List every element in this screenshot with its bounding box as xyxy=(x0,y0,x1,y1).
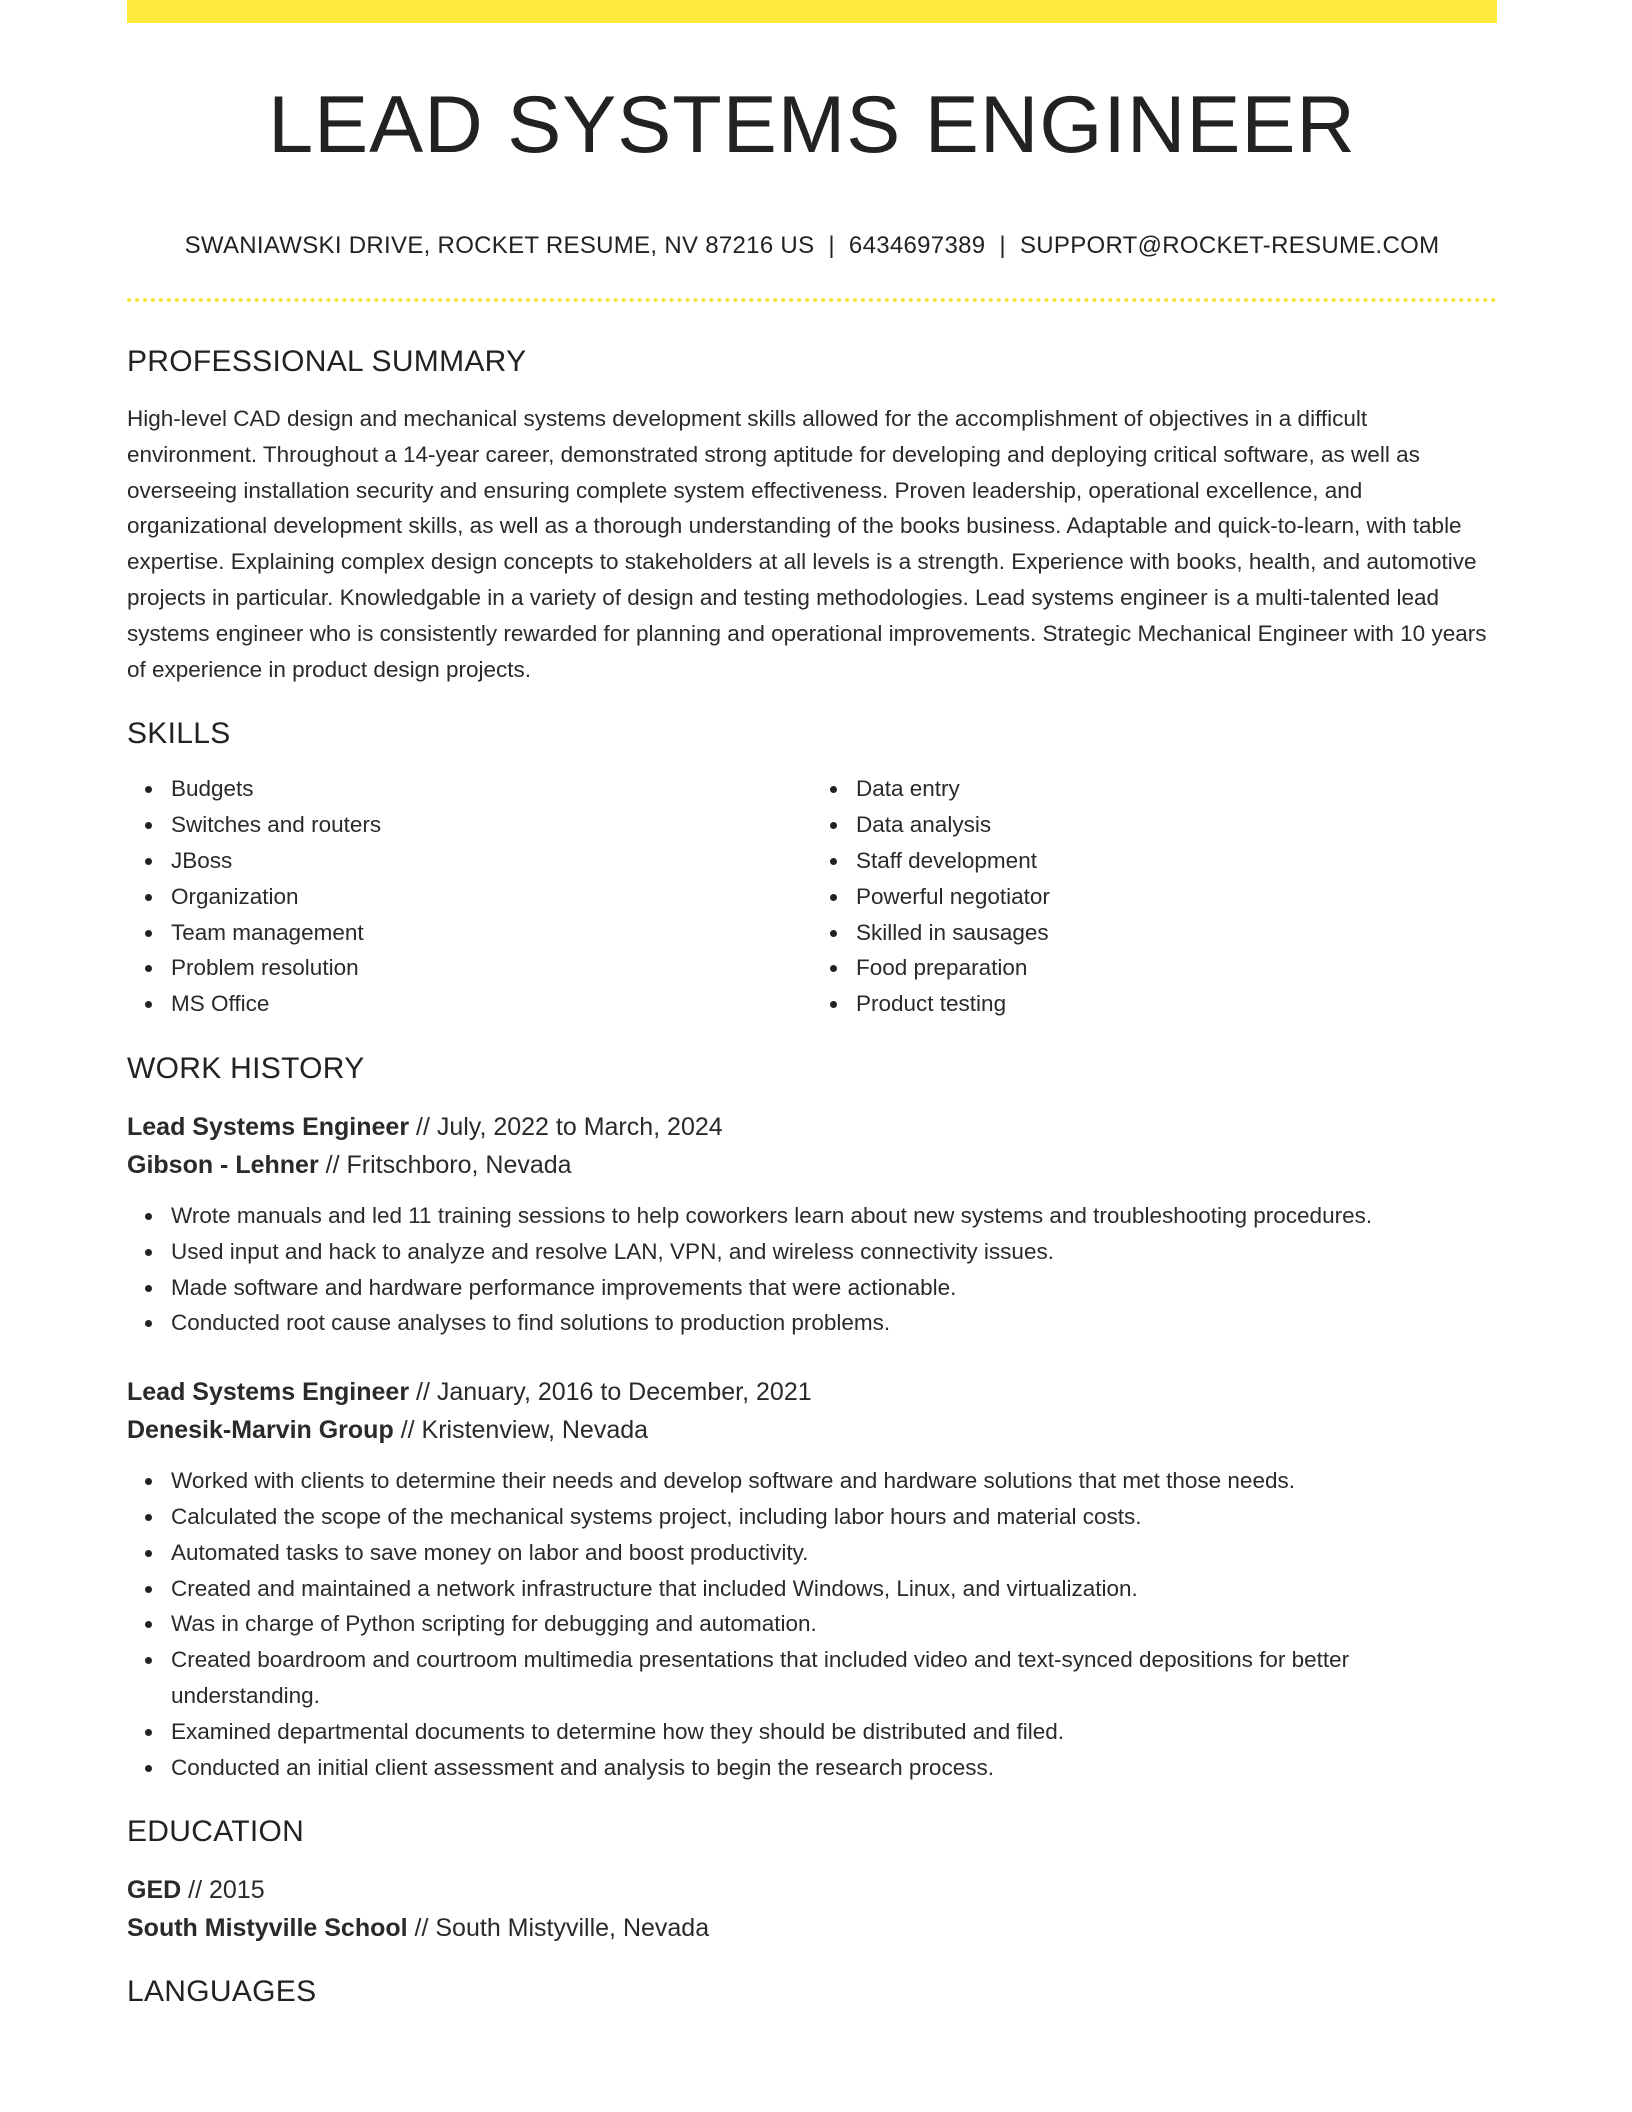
dotted-divider xyxy=(127,298,1497,302)
skill-item: Organization xyxy=(171,879,812,915)
skills-left-list xyxy=(127,771,812,1022)
work-heading: WORK HISTORY xyxy=(127,1051,365,1085)
contact-separator: | xyxy=(828,232,835,259)
skill-item: Staff development xyxy=(856,843,1497,879)
job-bullet: Created and maintained a network infrastructure that included Windows, Linux, and virtualization. xyxy=(171,1571,1497,1607)
job-role: Lead Systems Engineer xyxy=(127,1112,410,1141)
skill-item: MS Office xyxy=(171,986,812,1022)
job-dates: // July, 2022 to March, 2024 xyxy=(416,1112,723,1141)
skill-item: Food preparation xyxy=(856,950,1497,986)
contact-address: SWANIAWSKI DRIVE, ROCKET RESUME, NV 87216 US xyxy=(184,232,815,259)
summary-heading: PROFESSIONAL SUMMARY xyxy=(127,345,527,378)
resume-name: LEAD SYSTEMS ENGINEER xyxy=(268,80,1356,170)
job-bullet: Wrote manuals and led 11 training sessions to help coworkers learn about new systems and troubleshooting procedures. xyxy=(171,1198,1497,1234)
job-bullet: Examined departmental documents to determine how they should be distributed and filed. xyxy=(171,1714,1497,1750)
job-title-line xyxy=(127,1108,1497,1146)
skill-item: Problem resolution xyxy=(171,950,812,986)
job-title-line xyxy=(127,1373,1497,1411)
skill-item: Skilled in sausages xyxy=(856,915,1497,951)
top-accent-bar xyxy=(127,0,1497,23)
skill-item: Powerful negotiator xyxy=(856,879,1497,915)
contact-line xyxy=(127,232,1497,260)
skill-item: Product testing xyxy=(856,986,1497,1022)
job-entry xyxy=(127,1108,1497,1341)
job-location: // Fritschboro, Nevada xyxy=(325,1150,572,1179)
job-bullet: Made software and hardware performance improvements that were actionable. xyxy=(171,1270,1497,1306)
education-year: // 2015 xyxy=(188,1876,265,1905)
skill-item: Team management xyxy=(171,915,812,951)
education-location: // South Mistyville, Nevada xyxy=(414,1914,710,1943)
education-school: South Mistyville School xyxy=(127,1914,408,1943)
job-dates: // January, 2016 to December, 2021 xyxy=(416,1378,812,1407)
job-bullet: Created boardroom and courtroom multimedia presentations that included video and text-synced depositions for better understanding. xyxy=(171,1642,1497,1714)
job-entry xyxy=(127,1373,1497,1785)
skill-item: Budgets xyxy=(171,771,812,807)
skill-item: JBoss xyxy=(171,843,812,879)
job-company: Gibson - Lehner xyxy=(127,1150,319,1179)
job-bullets xyxy=(127,1463,1497,1785)
contact-separator: | xyxy=(999,232,1006,259)
education-entry xyxy=(127,1871,1497,1947)
skill-item: Switches and routers xyxy=(171,807,812,843)
summary-text: High-level CAD design and mechanical systems development skills allowed for the accomplishment of objectives in a difficult environment. Throughout a 14-year career, demonstrated strong aptitude for developing and deploying critical software, as well as overseeing installation security and ensuring complete system effectiveness. Proven leadership, operational excellence, and organizational development skills, as well as a thorough understanding of the books business. Adaptable and quick-to-learn, with table expertise. Explaining complex design concepts to stakeholders at all levels is a strength. Experience with books, health, and automotive projects in particular. Knowledgable in a variety of design and testing methodologies. Lead systems engineer is a multi-talented lead systems engineer who is consistently rewarded for planning and operational improvements. Strategic Mechanical Engineer with 10 years of experience in product design projects. xyxy=(127,406,1487,682)
contact-email: SUPPORT@ROCKET-RESUME.COM xyxy=(1019,232,1440,259)
job-bullet: Was in charge of Python scripting for debugging and automation. xyxy=(171,1606,1497,1642)
job-bullet: Conducted an initial client assessment and analysis to begin the research process. xyxy=(171,1750,1497,1786)
job-bullets xyxy=(127,1198,1497,1341)
job-company-line xyxy=(127,1411,1497,1449)
skills-columns xyxy=(127,771,1497,1022)
job-bullet: Conducted root cause analyses to find solutions to production problems. xyxy=(171,1305,1497,1341)
job-location: // Kristenview, Nevada xyxy=(400,1416,649,1445)
skill-item: Data analysis xyxy=(856,807,1497,843)
job-bullet: Worked with clients to determine their needs and develop software and hardware solutions that met those needs. xyxy=(171,1463,1497,1499)
job-company: Denesik-Marvin Group xyxy=(127,1416,394,1445)
resume-page xyxy=(127,0,1497,2009)
education-degree: GED xyxy=(127,1876,182,1905)
job-company-line xyxy=(127,1146,1497,1184)
education-heading: EDUCATION xyxy=(127,1815,305,1849)
education-school-line xyxy=(127,1909,1497,1947)
skills-heading: SKILLS xyxy=(127,717,231,751)
skill-item: Data entry xyxy=(856,771,1497,807)
education-degree-line xyxy=(127,1871,1497,1909)
skills-right-list xyxy=(812,771,1497,1022)
languages-heading: LANGUAGES xyxy=(127,1975,317,2009)
job-role: Lead Systems Engineer xyxy=(127,1378,410,1407)
job-bullet: Calculated the scope of the mechanical systems project, including labor hours and material costs. xyxy=(171,1499,1497,1535)
job-bullet: Automated tasks to save money on labor and boost productivity. xyxy=(171,1535,1497,1571)
job-bullet: Used input and hack to analyze and resolve LAN, VPN, and wireless connectivity issues. xyxy=(171,1234,1497,1270)
contact-phone: 6434697389 xyxy=(848,232,986,259)
